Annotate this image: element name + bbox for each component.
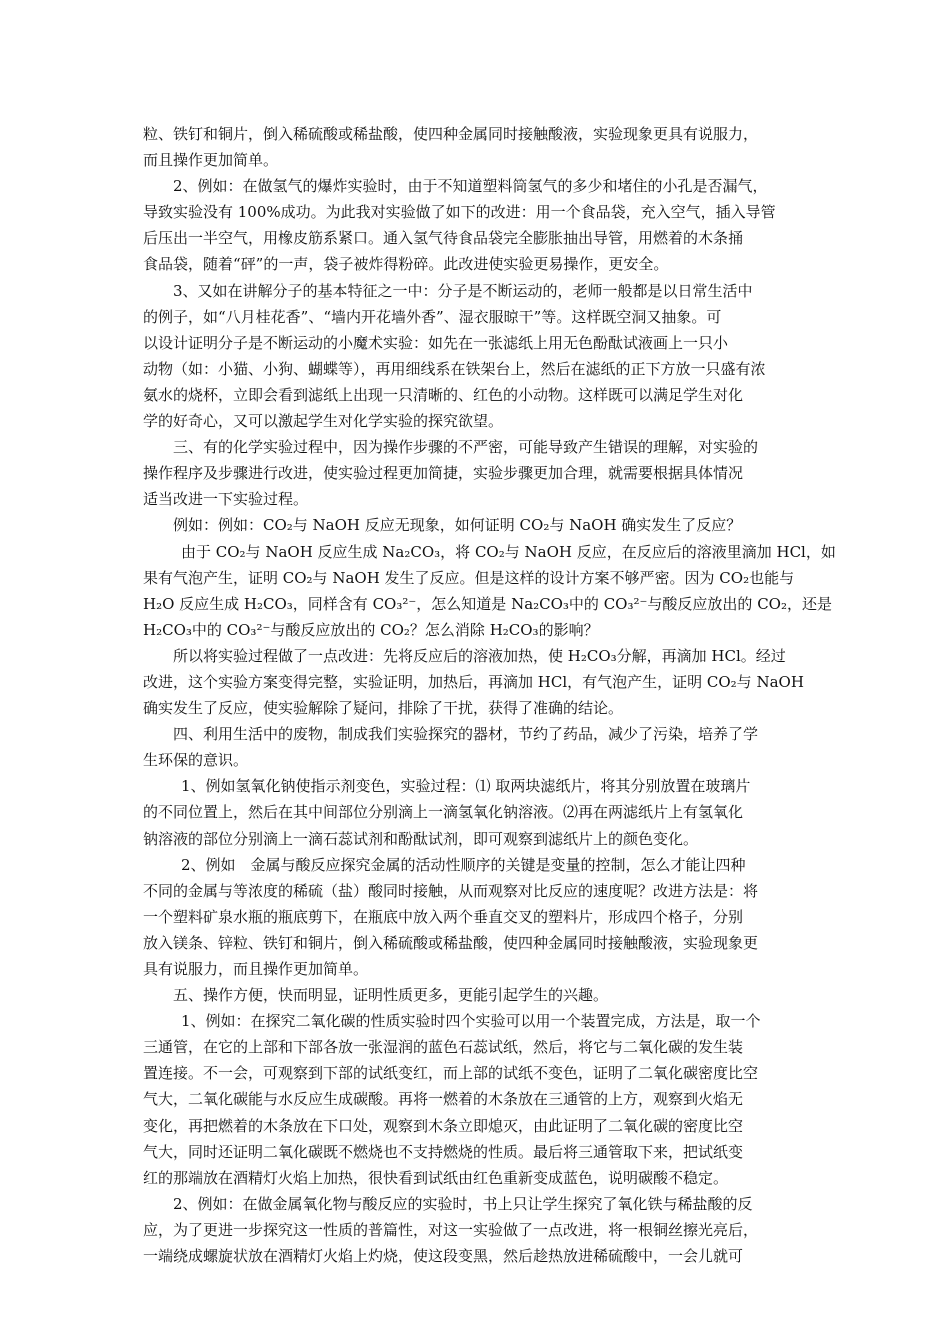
text-line: 1、例如氢氧化钠使指示剂变色，实验过程：⑴ 取两块滤纸片，将其分别放置在玻璃片 <box>181 777 751 796</box>
text-line: 三通管，在它的上部和下部各放一张湿润的蓝色石蕊试纸，然后，将它与二氧化碳的发生装 <box>143 1038 744 1057</box>
paragraph <box>143 434 807 512</box>
text-line: 放入镁条、锌粒、铁钉和铜片，倒入稀硫酸或稀盐酸，使四种金属同时接触酸液，实验现象更 <box>143 933 759 952</box>
text-line: 气大，同时还证明二氧化碳既不燃烧也不支持燃烧的性质。最后将三通管取下来，把试纸变 <box>143 1142 744 1161</box>
text-line: 操作程序及步骤进行改进，使实验过程更加简捷，实验步骤更加合理，就需要根据具体情况 <box>143 464 744 483</box>
document-body <box>143 121 836 1269</box>
paragraph <box>143 773 807 851</box>
text-line: 食品袋，随着“砰”的一声，袋子被炸得粉碎。此改进使实验更易操作，更安全。 <box>143 255 669 274</box>
text-line: 一个塑料矿泉水瓶的瓶底剪下，在瓶底中放入两个垂直交叉的塑料片，形成四个格子，分别 <box>143 907 744 926</box>
paragraph <box>143 278 807 435</box>
text-line: 2、例如：在做氢气的爆炸实验时，由于不知道塑料筒氢气的多少和堵住的小孔是否漏气， <box>173 177 768 196</box>
text-line: 生环保的意识。 <box>143 751 249 770</box>
paragraph <box>143 852 807 982</box>
text-line: 粒、铁钉和铜片，倒入稀硫酸或稀盐酸，使四种金属同时接触酸液，实验现象更具有说服力， <box>143 125 759 143</box>
paragraph <box>143 121 807 173</box>
text-line: 三、有的化学实验过程中，因为操作步骤的不严密，可能导致产生错误的理解，对实验的 <box>173 438 759 457</box>
text-line: 所以将实验过程做了一点改进：先将反应后的溶液加热，使 H₂CO₃分解，再滴加 HCl。经过 <box>173 646 786 665</box>
text-line: 2、例如：在做金属氧化物与酸反应的实验时，书上只让学生探究了氧化铁与稀盐酸的反 <box>173 1194 753 1213</box>
text-line: 以设计证明分子是不断运动的小魔术实验：如先在一张滤纸上用无色酚酞试液画上一只小 <box>143 333 729 352</box>
text-line: 具有说服力，而且操作更加简单。 <box>143 960 369 978</box>
text-line: 后压出一半空气，用橡皮筋系紧口。通入氢气待食品袋完全膨胀抽出导管，用燃着的木条捅 <box>143 229 744 248</box>
text-line: 应，为了更进一步探究这一性质的普篇性，对这一实验做了一点改进，将一根铜丝擦光亮后， <box>143 1220 759 1239</box>
text-line: 而且操作更加简单。 <box>143 151 279 170</box>
text-line: 3、又如在讲解分子的基本特征之一中：分子是不断运动的，老师一般都是以日常生活中 <box>173 281 753 300</box>
text-line: 改进，这个实验方案变得完整，实验证明，加热后，再滴加 HCl，有气泡产生，证明 CO₂与 NaOH <box>143 672 804 691</box>
paragraph <box>143 512 807 538</box>
text-line: 的不同位置上，然后在其中间部位分别滴上一滴氢氧化钠溶液。⑵再在两滤纸片上有氢氧化 <box>143 803 744 822</box>
text-line: 五、操作方便，快而明显，证明性质更多，更能引起学生的兴趣。 <box>173 986 609 1005</box>
text-line: 变化，再把燃着的木条放在下口处，观察到木条立即熄灭，由此证明了二氧化碳的密度比空 <box>143 1116 744 1135</box>
text-line: 一端绕成螺旋状放在酒精灯火焰上灼烧，使这段变黑，然后趁热放进稀硫酸中，一会儿就可 <box>143 1247 744 1266</box>
paragraph <box>143 643 807 721</box>
text-line: 确实发生了反应，使实验解除了疑问，排除了干扰，获得了准确的结论。 <box>143 699 624 718</box>
text-line: 气大，二氧化碳能与水反应生成碳酸。再将一燃着的木条放在三通管的上方，观察到火焰无 <box>143 1090 744 1109</box>
text-line: 红的那端放在酒精灯火焰上加热，很快看到试纸由红色重新变成蓝色，说明碳酸不稳定。 <box>143 1168 729 1187</box>
text-line: 钠溶液的部位分别滴上一滴石蕊试剂和酚酞试剂，即可观察到滤纸片上的颜色变化。 <box>143 829 699 848</box>
text-line: 例如：例如：CO₂与 NaOH 反应无现象，如何证明 CO₂与 NaOH 确实发生了反应？ <box>173 516 742 535</box>
text-line: 导致实验没有 100%成功。为此我对实验做了如下的改进：用一个食品袋，充入空气，插入导管 <box>143 203 776 222</box>
paragraph <box>143 1008 807 1191</box>
paragraph <box>143 173 807 277</box>
text-line: 置连接。不一会，可观察到下部的试纸变红，而上部的试纸不变色，证明了二氧化碳密度比空 <box>143 1064 759 1083</box>
text-line: 的例子，如“八月桂花香”、“墙内开花墙外香”、湿衣服晾干”等。这样既空洞又抽象。可 <box>143 307 722 326</box>
text-line: 四、利用生活中的废物，制成我们实验探究的器材，节约了药品，减少了污染，培养了学 <box>173 725 759 744</box>
text-line: 学的好奇心，又可以激起学生对化学实验的探究欲望。 <box>143 412 504 431</box>
text-line: 2、例如 金属与酸反应探究金属的活动性顺序的关键是变量的控制，怎么才能让四种 <box>181 855 746 874</box>
paragraph <box>143 982 807 1008</box>
text-line: 氨水的烧杯，立即会看到滤纸上出现一只清晰的、红色的小动物。这样既可以满足学生对化 <box>143 385 744 404</box>
text-line: H₂CO₃中的 CO₃²⁻与酸反应放出的 CO₂？怎么消除 H₂CO₃的影响？ <box>143 620 599 639</box>
text-line: H₂O 反应生成 H₂CO₃，同样含有 CO₃²⁻，怎么知道是 Na₂CO₃中的 CO₃²⁻与酸反应放出的 CO₂，还是 <box>143 594 832 613</box>
text-line: 不同的金属与等浓度的稀硫（盐）酸同时接触，从而观察对比反应的速度呢？改进方法是：将 <box>143 881 759 900</box>
text-line: 果有气泡产生，证明 CO₂与 NaOH 发生了反应。但是这样的设计方案不够严密。因为 CO₂也能与 <box>143 568 795 587</box>
paragraph <box>143 721 807 773</box>
text-line: 适当改进一下实验过程。 <box>143 490 309 509</box>
text-line: 动物（如：小猫、小狗、蝴蝶等），再用细线系在铁架台上，然后在滤纸的正下方放一只盛有浓 <box>143 359 766 378</box>
paragraph <box>143 1191 807 1269</box>
text-line: 由于 CO₂与 NaOH 反应生成 Na₂CO₃，将 CO₂与 NaOH 反应，在反应后的溶液里滴加 HCl，如 <box>181 542 836 561</box>
paragraph <box>143 539 836 643</box>
text-line: 1、例如：在探究二氧化碳的性质实验时四个实验可以用一个装置完成，方法是，取一个 <box>181 1012 761 1031</box>
